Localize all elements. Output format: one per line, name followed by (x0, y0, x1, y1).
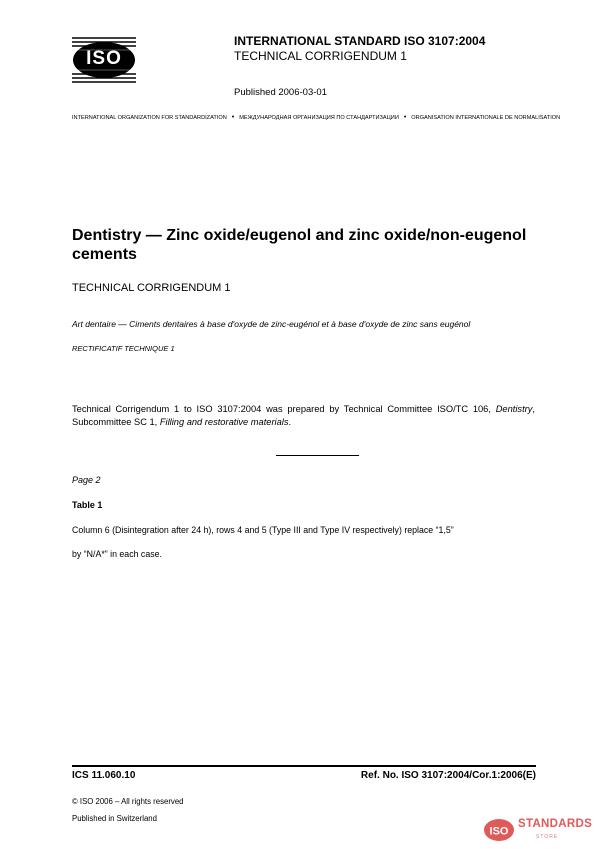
page-reference: Page 2 (72, 475, 101, 485)
separator-dot: • (231, 114, 235, 121)
committee-name: Dentistry (495, 404, 533, 414)
published-date: Published 2006-03-01 (234, 87, 327, 98)
subcommittee-name: Filling and restorative materials (159, 417, 289, 427)
intro-paragraph: Technical Corrigendum 1 to ISO 3107:2004 was prepared by Technical Committee ISO/TC 106, Dentistry, Subcommittee SC 1, Filling and restorative materials. (72, 404, 535, 427)
footer-divider (72, 765, 536, 767)
separator-dot: • (403, 114, 407, 121)
svg-text:ISO: ISO (489, 825, 509, 838)
published-location: Published in Switzerland (72, 814, 157, 823)
reference-number: Ref. No. ISO 3107:2004/Cor.1:2006(E) (360, 770, 536, 781)
divider (276, 455, 359, 456)
table-reference: Table 1 (72, 500, 103, 510)
watermark-text: STANDARDS (518, 818, 593, 830)
corrigendum-label: TECHNICAL CORRIGENDUM 1 (72, 282, 231, 294)
org-name-fr: ORGANISATION INTERNATIONALE DE NORMALISATION (411, 114, 561, 121)
standard-title: INTERNATIONAL STANDARD ISO 3107:2004 (234, 34, 486, 48)
correction-text: Column 6 (Disintegration after 24 h), rows 4 and 5 (Type III and Type IV respectively) replace “1,5” (72, 525, 454, 535)
iso-logo (72, 36, 136, 84)
watermark-subtext: STORE (536, 834, 559, 840)
iso-logo-text: ISO (86, 48, 122, 69)
french-title: Art dentaire — Ciments dentaires à base d'oxyde de zinc-eugénol et à base d'oxyde de zinc sans eugénol (72, 319, 471, 329)
standards-store-watermark (483, 816, 593, 844)
org-name-en: INTERNATIONAL ORGANIZATION FOR STANDARDIZATION (72, 114, 227, 121)
watermark-iso-icon (483, 817, 515, 843)
organization-names (72, 114, 561, 121)
french-corrigendum: RECTIFICATIF TECHNIQUE 1 (72, 344, 175, 353)
document-title: Dentistry — Zinc oxide/eugenol and zinc oxide/non-eugenol cements (72, 227, 527, 263)
corrigendum-title: TECHNICAL CORRIGENDUM 1 (234, 49, 407, 63)
correction-text-continued: by “N/A*” in each case. (72, 549, 162, 559)
org-name-ru: МЕЖДУНАРОДНАЯ ОРГАНИЗАЦИЯ ПО СТАНДАРТИЗАЦИИ (239, 114, 399, 121)
ics-code: ICS 11.060.10 (72, 770, 136, 781)
copyright-notice: © ISO 2006 – All rights reserved (72, 797, 184, 806)
